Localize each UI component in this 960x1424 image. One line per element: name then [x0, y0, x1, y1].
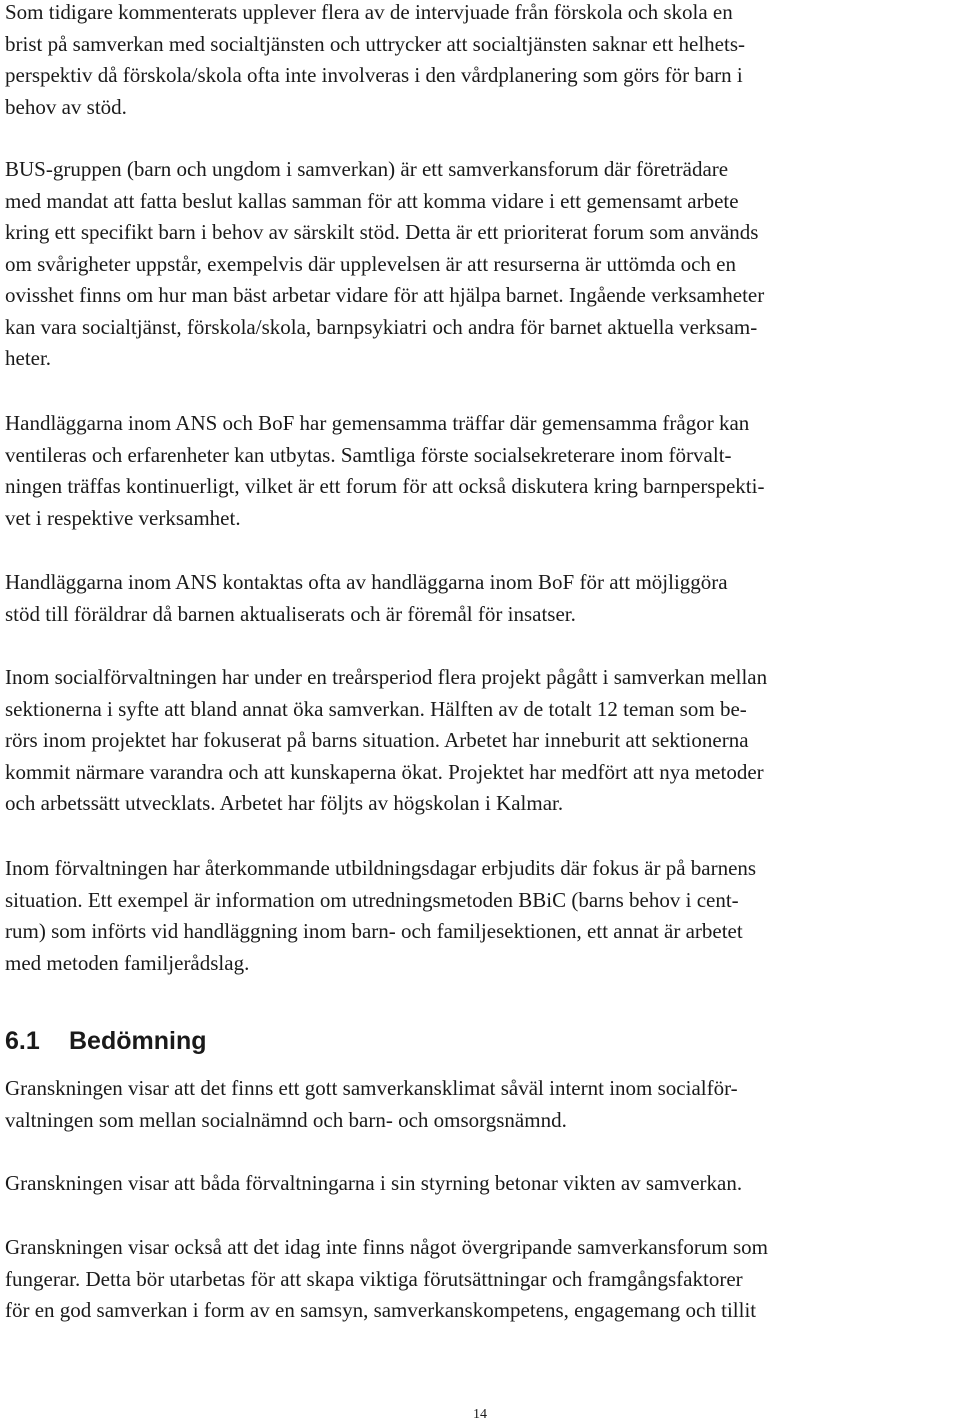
text-line: Inom socialförvaltningen har under en treårsperiod flera projekt pågått i samverkan mellan	[5, 665, 768, 689]
text-line: rörs inom projektet har fokuserat på barns situation. Arbetet har inneburit att sektionerna	[5, 728, 749, 752]
text-line: brist på samverkan med socialtjänsten och uttrycker att socialtjänsten saknar ett helhets-	[5, 31, 746, 56]
text-line: valtningen som mellan socialnämnd och barn- och omsorgsnämnd.	[5, 1107, 567, 1132]
text-line: behov av stöd.	[5, 94, 127, 119]
paragraph-handlaggarna-traffar	[5, 408, 764, 534]
paragraph-handlaggarna-kontaktas	[5, 567, 728, 630]
page-number: 14	[473, 1407, 487, 1422]
text-line: heter.	[5, 346, 52, 370]
text-line: BUS-gruppen (barn och ungdom i samverkan) är ett samverkansforum där företrädare	[5, 157, 729, 181]
text-line: Handläggarna inom ANS kontaktas ofta av handläggarna inom BoF för att möjliggöra	[5, 570, 728, 594]
paragraph-bus-gruppen	[5, 154, 764, 375]
text-line: med mandat att fatta beslut kallas samman för att komma vidare i ett gemensamt arbete	[5, 188, 739, 213]
section-title: Bedömning	[69, 1027, 207, 1055]
text-line: situation. Ett exempel är information om utredningsmetoden BBiC (barns behov i cent-	[5, 887, 739, 912]
text-line: ventileras och erfarenheter kan utbytas. Samtliga förste socialsekreterare inom förvalt-	[5, 442, 732, 467]
text-line: vet i respektive verksamhet.	[5, 505, 241, 530]
text-line: om svårigheter uppstår, exempelvis där upplevelsen är att resurserna är uttömda och en	[5, 251, 736, 276]
text-line: Granskningen visar att båda förvaltningarna i sin styrning betonar vikten av samverkan.	[5, 1171, 743, 1195]
text-line: Som tidigare kommenterats upplever flera av de intervjuade från förskola och skola en	[5, 0, 733, 24]
text-line: sektionerna i syfte att bland annat öka samverkan. Hälften av de totalt 12 teman som be-	[5, 696, 747, 721]
text-line: Granskningen visar att det finns ett gott samverkansklimat såväl internt inom socialför-	[5, 1076, 738, 1100]
text-line: stöd till föräldrar då barnen aktualiserats och är föremål för insatser.	[5, 601, 576, 626]
text-line: Inom förvaltningen har återkommande utbildningsdagar erbjudits där fokus är på barnens	[5, 856, 757, 880]
text-line: kommit närmare varandra och att kunskaperna ökat. Projektet har medfört att nya metoder	[5, 759, 764, 784]
text-line: ningen träffas kontinuerligt, vilket är ett forum för att också diskutera kring barnperspekti-	[5, 474, 765, 498]
section-heading	[5, 1026, 207, 1056]
paragraph-intro	[5, 0, 745, 123]
text-line: rum) som införts vid handläggning inom barn- och familjesektionen, ett annat är arbetet	[5, 919, 743, 943]
text-line: med metoden familjerådslag.	[5, 950, 250, 975]
text-line: Granskningen visar också att det idag inte finns något övergripande samverkansforum som	[5, 1235, 769, 1259]
paragraph-assessment-climate	[5, 1073, 738, 1136]
paragraph-assessment-forum	[5, 1232, 768, 1327]
paragraph-assessment-styrning	[5, 1168, 742, 1200]
text-line: perspektiv då förskola/skola ofta inte involveras i den vårdplanering som görs för barn i	[5, 63, 743, 87]
paragraph-utbildningsdagar	[5, 853, 756, 979]
section-number: 6.1	[5, 1027, 40, 1055]
text-line: kan vara socialtjänst, förskola/skola, barnpsykiatri och andra för barnet aktuella verksam-	[5, 314, 758, 339]
text-line: Handläggarna inom ANS och BoF har gemensamma träffar där gemensamma frågor kan	[5, 411, 750, 435]
text-line: och arbetssätt utvecklats. Arbetet har följts av högskolan i Kalmar.	[5, 791, 564, 815]
text-line: ovisshet finns om hur man bäst arbetar vidare för att hjälpa barnet. Ingående verksamheter	[5, 283, 765, 307]
text-line: fungerar. Detta bör utarbetas för att skapa viktiga förutsättningar och framgångsfaktorer	[5, 1266, 743, 1291]
paragraph-projekt	[5, 662, 767, 820]
text-line: kring ett specifikt barn i behov av särskilt stöd. Detta är ett prioriterat forum som används	[5, 220, 759, 244]
text-line: för en god samverkan i form av en samsyn, samverkanskompetens, engagemang och tillit	[5, 1298, 757, 1322]
